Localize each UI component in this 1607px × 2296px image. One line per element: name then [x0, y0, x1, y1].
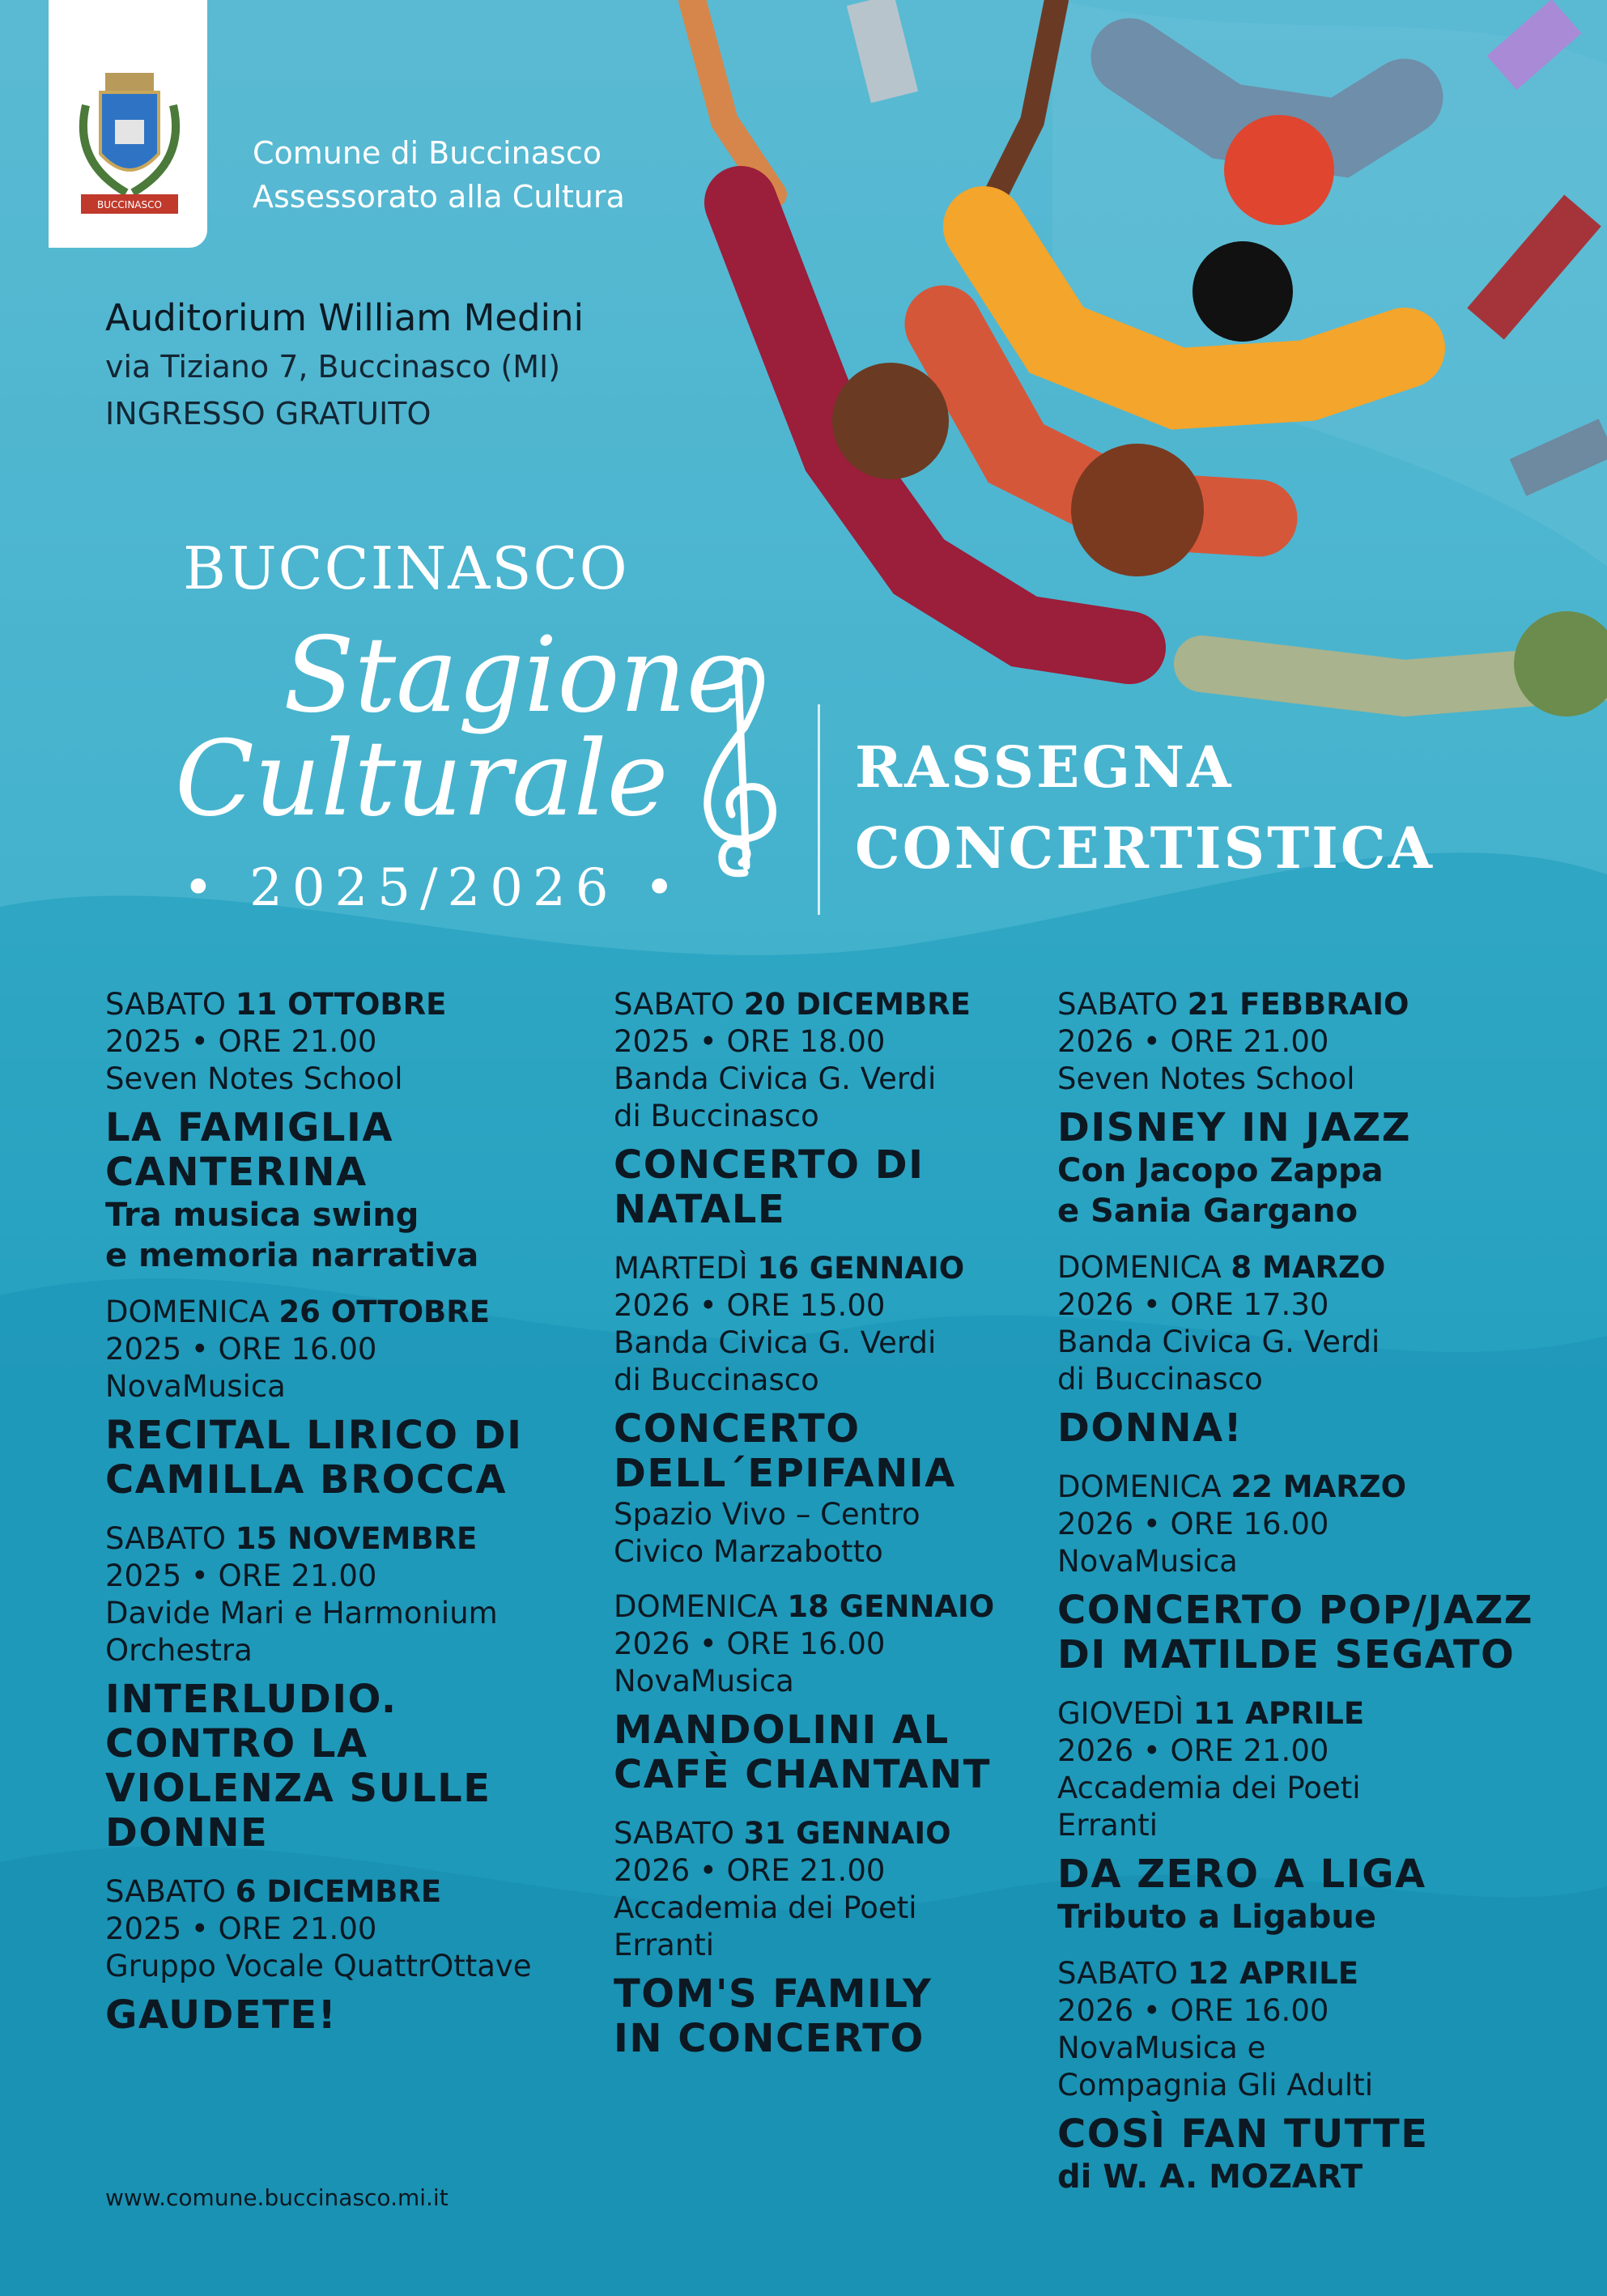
event-title-line: CONTRO LA [105, 1721, 368, 1767]
event-title [1057, 1106, 1533, 1150]
event-performer: Gruppo Vocale QuattrOttave [105, 1949, 532, 1983]
event-time: 2025 • ORE 21.00 [105, 1911, 377, 1946]
event-date [1057, 1955, 1533, 1992]
event-subtitle: Con Jacopo Zappa [1057, 1152, 1384, 1189]
event-day: DOMENICA [105, 1295, 270, 1329]
event-date-value: 6 DICEMBRE [235, 1874, 442, 1909]
event-performer: di Buccinasco [614, 1099, 819, 1133]
event-time: 2025 • ORE 21.00 [105, 1558, 377, 1593]
venue-entry: INGRESSO GRATUITO [105, 396, 432, 432]
event-performer: Erranti [1057, 1808, 1158, 1843]
event-date-value: 8 MARZO [1231, 1250, 1386, 1285]
event-date [105, 1520, 532, 1558]
event-title-line: CANTERINA [105, 1150, 368, 1195]
event-title-line: CONCERTO DI [614, 1142, 925, 1188]
event-performer: Accademia dei Poeti [1057, 1771, 1361, 1805]
event-performer: Davide Mari e Harmonium [105, 1596, 498, 1631]
municipality-logo [49, 0, 207, 248]
venue-address: via Tiziano 7, Buccinasco (MI) [105, 349, 561, 385]
event-subtitle: di W. A. MOZART [1057, 2158, 1363, 2196]
event-title-line: NATALE [614, 1187, 786, 1232]
event-item [105, 1873, 532, 2038]
title-line-1: Stagione [283, 615, 748, 736]
event-title-line: DONNA! [1057, 1405, 1244, 1451]
event-day: DOMENICA [1057, 1250, 1222, 1285]
event-time: 2026 • ORE 17.30 [1057, 1287, 1329, 1322]
event-title-line: TOM'S FAMILY [614, 1971, 933, 2017]
event-title-line: RECITAL LIRICO DI [105, 1413, 523, 1458]
event-title [614, 1972, 994, 2061]
treble-clef-icon [688, 654, 793, 881]
event-date [1057, 986, 1533, 1023]
event-title-line: MANDOLINI AL [614, 1707, 950, 1753]
event-date-value: 26 OTTOBRE [278, 1295, 490, 1329]
event-performer: Seven Notes School [1057, 1061, 1355, 1096]
event-title [614, 1407, 994, 1496]
event-title [1057, 1406, 1533, 1451]
event-time: 2025 • ORE 18.00 [614, 1024, 886, 1059]
event-title-line: CONCERTO [614, 1406, 861, 1452]
event-performer: NovaMusica [614, 1664, 794, 1699]
event-performer: Seven Notes School [105, 1061, 403, 1096]
event-title [1057, 1588, 1533, 1677]
event-day: SABATO [105, 1521, 227, 1556]
event-day: DOMENICA [1057, 1469, 1222, 1504]
events-column-3 [1057, 986, 1533, 2215]
event-date [105, 986, 532, 1023]
event-date-value: 11 APRILE [1192, 1696, 1365, 1731]
event-location: Civico Marzabotto [614, 1534, 883, 1569]
event-date-value: 20 DICEMBRE [743, 987, 971, 1022]
event-performer: Banda Civica G. Verdi [1057, 1324, 1380, 1359]
event-time: 2026 • ORE 21.00 [1057, 1733, 1329, 1768]
event-title-line: GAUDETE! [105, 1992, 338, 2038]
event-title [1057, 1852, 1533, 1897]
event-performer: Orchestra [105, 1633, 253, 1668]
event-subtitle: e Sania Gargano [1057, 1193, 1358, 1230]
event-day: MARTEDÌ [614, 1251, 748, 1286]
people-circle-illustration [676, 0, 1607, 745]
event-performer: NovaMusica e [1057, 2030, 1266, 2065]
event-day: SABATO [105, 987, 227, 1022]
event-date [1057, 1249, 1533, 1286]
event-date-value: 22 MARZO [1231, 1469, 1407, 1504]
event-performer: Banda Civica G. Verdi [614, 1061, 937, 1096]
event-date [1057, 1695, 1533, 1733]
event-day: SABATO [614, 1816, 735, 1851]
event-title-line: DI MATILDE SEGATO [1057, 1632, 1516, 1677]
event-item [105, 986, 532, 1276]
event-date [614, 986, 994, 1023]
event-item [614, 1250, 994, 1571]
events-column-2 [614, 986, 994, 2079]
event-date [614, 1250, 994, 1287]
event-date-value: 11 OTTOBRE [235, 987, 447, 1022]
event-day: SABATO [1057, 987, 1179, 1022]
event-title-line: INTERLUDIO. [105, 1677, 397, 1722]
event-item [105, 1294, 532, 1503]
event-time: 2026 • ORE 21.00 [1057, 1024, 1329, 1059]
event-date [105, 1873, 532, 1911]
event-day: DOMENICA [614, 1589, 778, 1624]
event-performer: di Buccinasco [614, 1363, 819, 1397]
event-performer: Banda Civica G. Verdi [614, 1325, 937, 1360]
event-title-line: IN CONCERTO [614, 2016, 925, 2061]
event-time: 2026 • ORE 16.00 [614, 1626, 886, 1661]
venue-info [105, 293, 584, 437]
title-town: BUCCINASCO [183, 534, 629, 602]
event-title [105, 1993, 532, 2038]
event-time: 2026 • ORE 16.00 [1057, 1507, 1329, 1541]
event-date-value: 18 GENNAIO [787, 1589, 995, 1624]
event-time: 2026 • ORE 15.00 [614, 1288, 886, 1323]
event-time: 2025 • ORE 21.00 [105, 1024, 377, 1059]
organizer [253, 131, 625, 219]
event-day: SABATO [614, 987, 735, 1022]
coat-of-arms-icon [49, 0, 207, 248]
website-link[interactable]: www.comune.buccinasco.mi.it [105, 2184, 449, 2211]
event-title [614, 1143, 994, 1232]
event-performer: Compagnia Gli Adulti [1057, 2068, 1373, 2103]
event-subtitle: Tra musica swing [105, 1197, 419, 1234]
event-title [105, 1414, 532, 1503]
title-season: • 2025/2026 • [183, 858, 685, 918]
event-item [1057, 986, 1533, 1231]
event-item [105, 1520, 532, 1856]
event-performer: NovaMusica [105, 1369, 286, 1404]
organizer-line-1: Comune di Buccinasco [253, 135, 602, 171]
event-title [105, 1106, 532, 1195]
title-divider [818, 704, 820, 915]
events-column-1 [105, 986, 532, 2056]
event-title-line: VIOLENZA SULLE [105, 1766, 491, 1811]
event-date-value: 15 NOVEMBRE [235, 1521, 478, 1556]
event-title-line: CAFÈ CHANTANT [614, 1752, 991, 1797]
logo-label: BUCCINASCO [97, 199, 162, 210]
event-time: 2025 • ORE 16.00 [105, 1332, 377, 1367]
title-line-2: Culturale [175, 719, 669, 840]
section-title-line-1: RASSEGNA [855, 733, 1234, 801]
event-day: SABATO [105, 1874, 236, 1909]
event-date [614, 1588, 994, 1626]
event-item [1057, 1955, 1533, 2197]
event-performer: di Buccinasco [1057, 1362, 1263, 1397]
event-item [1057, 1695, 1533, 1937]
event-item [1057, 1469, 1533, 1677]
event-date-value: 21 FEBBRAIO [1187, 987, 1409, 1022]
event-time: 2026 • ORE 21.00 [614, 1853, 886, 1888]
event-title-line: CONCERTO POP/JAZZ [1057, 1588, 1534, 1633]
event-date [614, 1815, 994, 1852]
event-date-value: 12 APRILE [1187, 1956, 1359, 1991]
event-subtitle: e memoria narrativa [105, 1237, 479, 1274]
event-location: Spazio Vivo – Centro [614, 1497, 920, 1532]
event-title-line: DELL´EPIFANIA [614, 1451, 956, 1496]
event-item [614, 1588, 994, 1797]
event-performer: Erranti [614, 1928, 715, 1962]
section-title-line-2: CONCERTISTICA [855, 814, 1435, 882]
event-date [105, 1294, 532, 1331]
event-title-line: DA ZERO A LIGA [1057, 1852, 1426, 1897]
event-title [105, 1677, 532, 1856]
venue-name: Auditorium William Medini [105, 296, 585, 339]
event-title-line: DONNE [105, 1810, 269, 1856]
event-item [1057, 1249, 1533, 1451]
event-date [1057, 1469, 1533, 1506]
event-date-value: 16 GENNAIO [757, 1251, 965, 1286]
event-performer: NovaMusica [1057, 1544, 1238, 1579]
event-title-line: CAMILLA BROCCA [105, 1457, 507, 1503]
event-time: 2026 • ORE 16.00 [1057, 1993, 1329, 2028]
event-title-line: LA FAMIGLIA [105, 1105, 393, 1150]
event-title [1057, 2112, 1533, 2157]
event-item [614, 986, 994, 1232]
event-title-line: DISNEY IN JAZZ [1057, 1105, 1412, 1150]
event-title-line: COSÌ FAN TUTTE [1057, 2111, 1429, 2157]
event-item [614, 1815, 994, 2061]
event-day: GIOVEDÌ [1057, 1696, 1184, 1731]
event-subtitle: Tributo a Ligabue [1057, 1898, 1376, 1936]
event-performer: Accademia dei Poeti [614, 1890, 917, 1925]
event-day: SABATO [1057, 1956, 1179, 1991]
event-title [614, 1708, 994, 1797]
organizer-line-2: Assessorato alla Cultura [253, 179, 625, 215]
event-date-value: 31 GENNAIO [743, 1816, 951, 1851]
